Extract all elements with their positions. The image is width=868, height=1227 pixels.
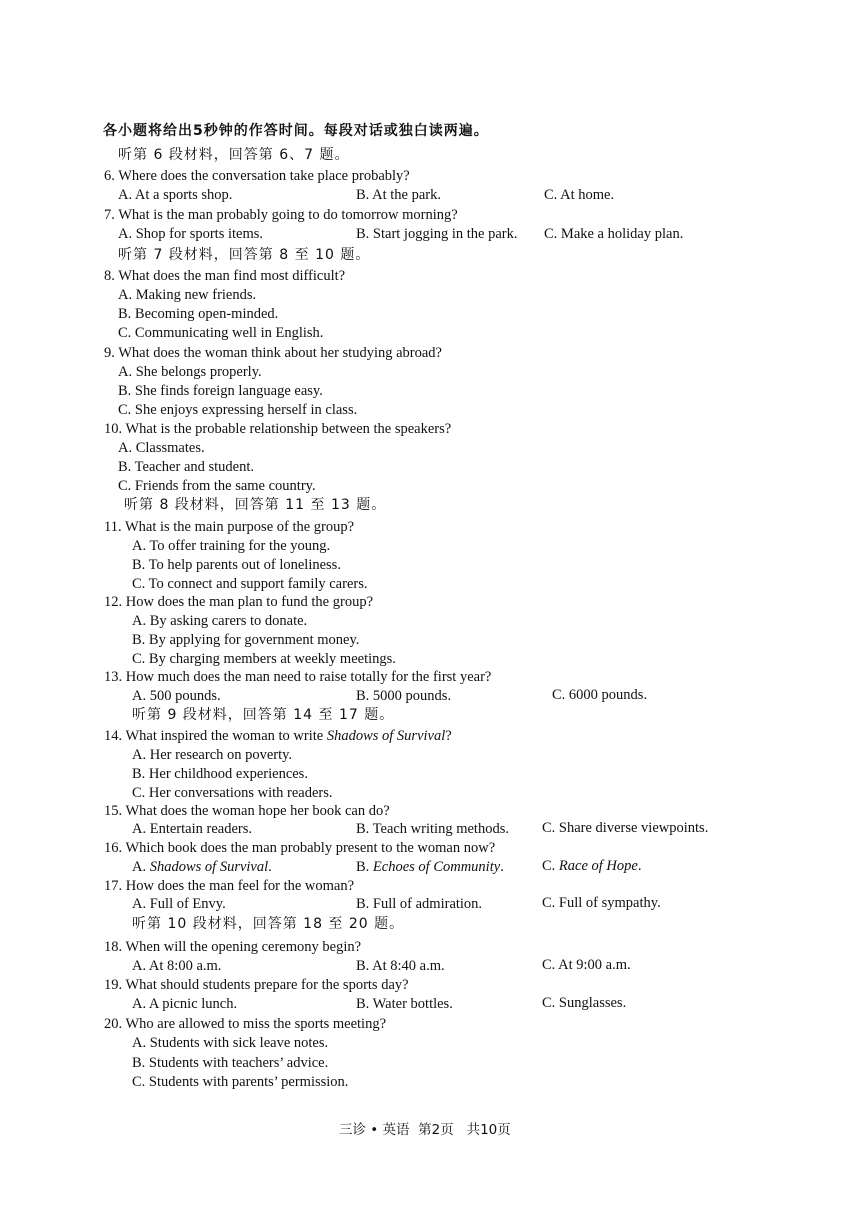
- book-title: Shadows of Survival: [149, 859, 269, 875]
- header-note: 各小题将给出5秒钟的作答时间。每段对话或独白读两遍。: [103, 123, 489, 139]
- option-15b: B. Teach writing methods.: [356, 821, 509, 837]
- option-8c: C. Communicating well in English.: [118, 325, 324, 341]
- option-16a: [132, 858, 272, 877]
- option-11b: B. To help parents out of loneliness.: [132, 557, 341, 573]
- option-6b: B. At the park.: [356, 187, 441, 203]
- option-7c: C. Make a holiday plan.: [544, 226, 684, 242]
- question-16: 16. Which book does the man probably present to the woman now?: [104, 840, 496, 856]
- option-17c: C. Full of sympathy.: [542, 895, 661, 911]
- question-17: 17. How does the man feel for the woman?: [104, 878, 355, 894]
- option-19b: B. Water bottles.: [356, 996, 453, 1012]
- option-12a: A. By asking carers to donate.: [132, 613, 308, 629]
- option-15c: C. Share diverse viewpoints.: [542, 820, 709, 836]
- option-18a: A. At 8:00 a.m.: [132, 958, 222, 974]
- question-14-end: ?: [445, 728, 452, 744]
- option-14a: A. Her research on poverty.: [132, 747, 293, 763]
- option-13a: A. 500 pounds.: [132, 688, 221, 704]
- book-title: Echoes of Community: [372, 859, 501, 875]
- option-12c: C. By charging members at weekly meetings.: [132, 651, 396, 667]
- option-14b: B. Her childhood experiences.: [132, 766, 308, 782]
- option-6a: A. At a sports shop.: [118, 187, 233, 203]
- option-12b: B. By applying for government money.: [132, 632, 360, 648]
- option-end: .: [637, 858, 642, 874]
- question-14-text: 14. What inspired the woman to write: [104, 728, 327, 744]
- option-9b: B. She finds foreign language easy.: [118, 383, 323, 399]
- option-13c: C. 6000 pounds.: [552, 687, 648, 703]
- book-title: Race of Hope: [558, 858, 638, 874]
- option-8a: A. Making new friends.: [118, 287, 257, 303]
- question-11: 11. What is the main purpose of the group?: [104, 519, 355, 535]
- option-18b: B. At 8:40 a.m.: [356, 958, 445, 974]
- question-8: 8. What does the man find most difficult?: [104, 268, 346, 284]
- question-19: 19. What should students prepare for the sports day?: [104, 977, 409, 993]
- option-10a: A. Classmates.: [118, 440, 205, 456]
- option-end: .: [268, 859, 272, 875]
- question-9: 9. What does the woman think about her studying abroad?: [104, 345, 442, 361]
- option-17b: B. Full of admiration.: [356, 896, 483, 912]
- question-18: 18. When will the opening ceremony begin?: [104, 939, 362, 955]
- option-letter: B.: [356, 859, 373, 875]
- question-20: 20. Who are allowed to miss the sports meeting?: [104, 1016, 387, 1032]
- option-9a: A. She belongs properly.: [118, 364, 262, 380]
- question-10: 10. What is the probable relationship between the speakers?: [104, 421, 452, 437]
- section-instruction: 听第 7 段材料，回答第 8 至 10 题。: [118, 247, 371, 263]
- option-10c: C. Friends from the same country.: [118, 478, 316, 494]
- section-instruction: 听第 8 段材料，回答第 11 至 13 题。: [124, 497, 387, 513]
- option-end: .: [500, 859, 504, 875]
- option-14c: C. Her conversations with readers.: [132, 785, 333, 801]
- question-15: 15. What does the woman hope her book can do?: [104, 803, 390, 819]
- option-9c: C. She enjoys expressing herself in class.: [118, 402, 358, 418]
- option-13b: B. 5000 pounds.: [356, 688, 452, 704]
- page-footer: 三诊 • 英语 第2页 共10页: [339, 1122, 511, 1138]
- option-letter: A.: [132, 859, 150, 875]
- question-7: 7. What is the man probably going to do tomorrow morning?: [104, 207, 458, 223]
- option-20b: B. Students with teachers’ advice.: [132, 1055, 329, 1071]
- option-19a: A. A picnic lunch.: [132, 996, 238, 1012]
- option-16c: [542, 857, 641, 876]
- option-17a: A. Full of Envy.: [132, 896, 226, 912]
- section-instruction: 听第 10 段材料，回答第 18 至 20 题。: [132, 916, 405, 932]
- option-11c: C. To connect and support family carers.: [132, 576, 368, 592]
- question-12: 12. How does the man plan to fund the group?: [104, 594, 374, 610]
- option-10b: B. Teacher and student.: [118, 459, 255, 475]
- option-11a: A. To offer training for the young.: [132, 538, 331, 554]
- option-8b: B. Becoming open-minded.: [118, 306, 279, 322]
- option-16b: [356, 858, 504, 877]
- section-instruction: 听第 9 段材料，回答第 14 至 17 题。: [132, 707, 395, 723]
- option-20c: C. Students with parents’ permission.: [132, 1074, 349, 1090]
- book-title: Shadows of Survival: [326, 728, 446, 744]
- option-15a: A. Entertain readers.: [132, 821, 252, 837]
- section-instruction: 听第 6 段材料，回答第 6、7 题。: [118, 147, 350, 163]
- option-19c: C. Sunglasses.: [542, 995, 627, 1011]
- question-14: [104, 727, 452, 746]
- option-7a: A. Shop for sports items.: [118, 226, 263, 242]
- question-6: 6. Where does the conversation take place probably?: [104, 168, 410, 184]
- question-13: 13. How much does the man need to raise totally for the first year?: [104, 669, 492, 685]
- option-6c: C. At home.: [544, 187, 615, 203]
- option-20a: A. Students with sick leave notes.: [132, 1035, 329, 1051]
- option-7b: B. Start jogging in the park.: [356, 226, 518, 242]
- option-letter: C.: [542, 858, 559, 874]
- option-18c: C. At 9:00 a.m.: [542, 957, 631, 973]
